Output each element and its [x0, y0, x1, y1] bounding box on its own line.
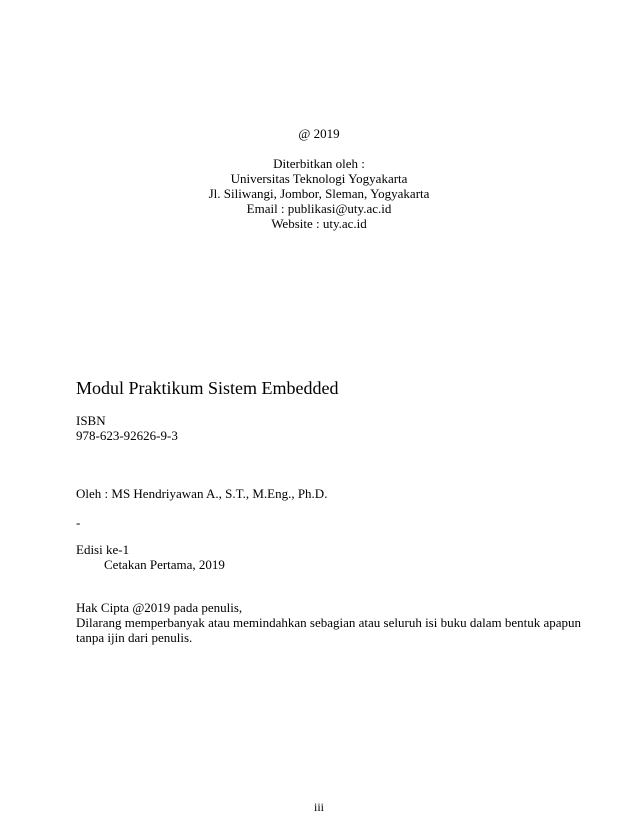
publisher-email: Email : publikasi@uty.ac.id [246, 201, 392, 216]
rights-block [76, 600, 581, 645]
publisher-label: Diterbitkan oleh : [273, 156, 365, 171]
rights-line-1: Hak Cipta @2019 pada penulis, [76, 600, 243, 615]
isbn-number: 978-623-92626-9-3 [76, 428, 178, 443]
isbn-block [76, 413, 178, 443]
rights-line-3: tanpa ijin dari penulis. [76, 630, 193, 645]
copyright-year: @ 2019 [298, 126, 340, 141]
page-number: iii [313, 800, 324, 814]
book-title: Modul Praktikum Sistem Embedded [76, 378, 339, 398]
separator-dash: - [76, 515, 81, 530]
edition-label: Edisi ke-1 [76, 542, 130, 557]
printing-label: Cetakan Pertama, 2019 [104, 557, 225, 572]
edition-block [76, 542, 225, 572]
author-line: Oleh : MS Hendriyawan A., S.T., M.Eng., Ph.D. [76, 486, 328, 501]
rights-line-2: Dilarang memperbanyak atau memindahkan sebagian atau seluruh isi buku dalam bentuk apapun [76, 615, 582, 630]
isbn-label: ISBN [76, 413, 106, 428]
publisher-name: Universitas Teknologi Yogyakarta [230, 171, 408, 186]
publisher-address: Jl. Siliwangi, Jombor, Sleman, Yogyakarta [208, 186, 430, 201]
publisher-block [0, 156, 638, 231]
publisher-website: Website : uty.ac.id [271, 216, 367, 231]
